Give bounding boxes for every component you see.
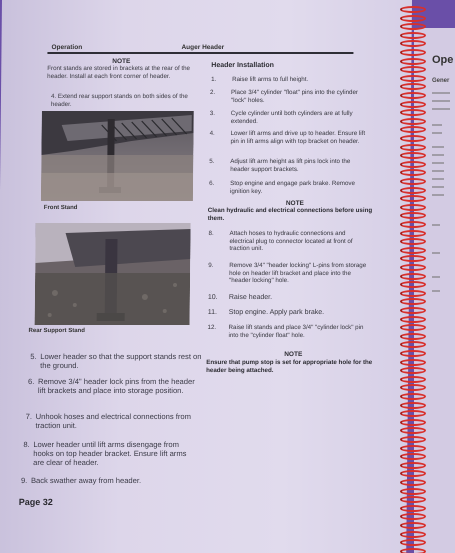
- page-header-left: Operation: [51, 44, 83, 51]
- spiral-coil: [400, 402, 426, 409]
- spiral-coil: [400, 221, 426, 228]
- spiral-coil: [400, 109, 426, 116]
- install-note-1-title: NOTE: [285, 200, 304, 207]
- step-number: 12.: [207, 324, 217, 331]
- facing-text-line: [432, 100, 450, 102]
- figure-caption-front-stand: Front Stand: [43, 205, 78, 211]
- step-number: 4.: [209, 130, 215, 137]
- spiral-coil: [400, 298, 426, 305]
- install-note-2-text: Ensure that pump stop is set for appropriate hole for the header being attached.: [206, 359, 373, 374]
- spiral-coil: [400, 548, 426, 553]
- spiral-coil: [400, 75, 426, 82]
- spiral-coil: [400, 350, 426, 357]
- step-number: 7.: [25, 412, 33, 421]
- spiral-coil: [400, 462, 426, 469]
- spiral-coil: [400, 101, 426, 108]
- step-number: 6.: [27, 377, 35, 386]
- facing-text-line: [432, 108, 450, 110]
- spiral-coil: [400, 66, 426, 73]
- spiral-coil: [400, 204, 426, 211]
- spiral-coil: [400, 238, 426, 245]
- step-number: 10.: [207, 294, 218, 301]
- spiral-coil: [400, 384, 426, 391]
- facing-text-line: [432, 124, 442, 126]
- facing-text-line: [432, 154, 444, 156]
- spiral-coil: [400, 324, 426, 331]
- header-rule: [47, 52, 353, 54]
- rear-support-stand-photo: [35, 223, 191, 325]
- figure-caption-rear-support-stand: Rear Support Stand: [28, 328, 85, 334]
- spiral-coil: [400, 316, 426, 323]
- facing-text-line: [432, 252, 440, 254]
- step-number: 9.: [20, 476, 28, 485]
- spiral-coil: [400, 273, 426, 280]
- spiral-coil: [400, 144, 426, 151]
- facing-page-subtitle: Gener: [432, 78, 450, 84]
- front-stand-photo: [41, 111, 194, 201]
- step-number: 5.: [30, 352, 37, 361]
- spiral-coil: [400, 522, 426, 529]
- step-text: Stop engine. Apply park brake.: [228, 309, 325, 316]
- step-text: Raise header.: [228, 294, 273, 301]
- spiral-coil: [400, 333, 426, 340]
- step-number: 3.: [209, 110, 216, 117]
- spiral-coil: [400, 376, 426, 383]
- step-number: 2.: [209, 89, 216, 96]
- step-text: Back swather away from header.: [30, 476, 142, 485]
- facing-text-line: [432, 290, 440, 292]
- spiral-coil: [400, 419, 426, 426]
- spiral-coil: [400, 513, 426, 520]
- step-number: 8.: [208, 230, 214, 237]
- step-text: Remove 3/4" "header locking" L-pins from storage hole on header lift bracket and place into the "header locking" hole.: [229, 262, 367, 285]
- step-number: 9.: [208, 262, 214, 269]
- spiral-coil: [400, 290, 426, 297]
- spiral-coil: [400, 427, 426, 434]
- facing-text-line: [432, 92, 450, 94]
- spiral-coil: [400, 187, 426, 194]
- spiral-coil: [400, 436, 426, 443]
- spiral-coil: [400, 531, 426, 538]
- left-note-text: Front stands are stored in brackets at the rear of the header. Install at each front corner of header.: [47, 65, 191, 80]
- spiral-coil: [400, 393, 426, 400]
- step-text: Lower header so that the support stands rest on the ground.: [40, 352, 202, 370]
- spiral-coil: [400, 410, 426, 417]
- step-text: Place 3/4" cylinder "float" pins into the cylinder "lock" holes.: [230, 89, 359, 104]
- spiral-coil: [400, 488, 426, 495]
- spiral-coil: [400, 49, 426, 56]
- step-number: 1.: [211, 76, 217, 83]
- spiral-coil: [400, 178, 426, 185]
- step-number: 5.: [209, 158, 215, 165]
- step-number: 8.: [23, 440, 30, 449]
- spiral-coil: [400, 247, 426, 254]
- step-number: 6.: [209, 180, 215, 187]
- spiral-coil: [400, 212, 426, 219]
- spiral-coil: [400, 230, 426, 237]
- step-text: Attach hoses to hydraulic connections and electrical plug to connector located at front of traction unit.: [229, 230, 353, 253]
- spiral-coil: [400, 255, 426, 262]
- spiral-coil: [400, 161, 426, 168]
- step-text: Stop engine and engage park brake. Remove ignition key.: [229, 180, 355, 195]
- step-number: 11.: [207, 309, 217, 316]
- spiral-coil: [400, 470, 426, 477]
- step-text: Unhook hoses and electrical connections from traction unit.: [35, 412, 192, 430]
- spiral-coil: [400, 453, 426, 460]
- facing-text-line: [432, 162, 444, 164]
- spiral-coil: [400, 264, 426, 271]
- install-note-2-title: NOTE: [284, 351, 303, 358]
- spiral-coil: [400, 445, 426, 452]
- facing-text-line: [432, 170, 444, 172]
- spiral-coil: [400, 281, 426, 288]
- page-header-right: Auger Header: [181, 44, 225, 51]
- section-title: Header Installation: [211, 62, 274, 69]
- step-text: Adjust lift arm height as lift pins lock into the header support brackets.: [230, 158, 351, 173]
- spiral-coil: [400, 6, 426, 13]
- facing-text-line: [432, 132, 442, 134]
- spiral-coil: [400, 367, 426, 374]
- spiral-coil: [400, 341, 426, 348]
- spiral-coil: [400, 32, 426, 39]
- facing-text-line: [432, 186, 444, 188]
- spiral-coil: [400, 169, 426, 176]
- spiral-coil: [400, 58, 426, 65]
- facing-page-title: Ope: [432, 54, 454, 66]
- facing-text-line: [432, 178, 444, 180]
- spiral-binding: [400, 0, 426, 553]
- step-text: Remove 3/4" header lock pins from the header lift brackets and place into storage position.: [37, 377, 195, 395]
- spiral-coil: [400, 359, 426, 366]
- spiral-coil: [400, 15, 426, 22]
- facing-text-line: [432, 194, 444, 196]
- spiral-coil: [400, 195, 426, 202]
- left-note-title: NOTE: [112, 58, 131, 65]
- spiral-coil: [400, 83, 426, 90]
- spiral-coil: [400, 479, 426, 486]
- spiral-coil: [400, 40, 426, 47]
- step-text: Lower lift arms and drive up to header. Ensure lift pin in lift arms align with top bracket on header.: [230, 130, 366, 145]
- step-text: Raise lift stands and place 3/4" "cylinder lock" pin into the "cylinder float" hole.: [228, 324, 364, 339]
- spiral-coil: [400, 496, 426, 503]
- step-4-left: 4. Extend rear support stands on both sides of the header.: [50, 93, 188, 108]
- spiral-coil: [400, 118, 426, 125]
- facing-text-line: [432, 146, 444, 148]
- spiral-coil: [400, 152, 426, 159]
- spiral-coil: [400, 307, 426, 314]
- step-text: Raise lift arms to full height.: [232, 76, 309, 83]
- facing-text-line: [432, 276, 440, 278]
- spiral-coil: [400, 92, 426, 99]
- facing-text-line: [432, 224, 440, 226]
- spiral-coil: [400, 505, 426, 512]
- spiral-coil: [400, 23, 426, 30]
- spiral-coil: [400, 539, 426, 546]
- spiral-coil: [400, 135, 426, 142]
- page-number: Page 32: [18, 497, 53, 507]
- spiral-coil: [400, 126, 426, 133]
- step-text: Lower header until lift arms disengage from hooks on top header bracket. Ensure lift arms are clear of header.: [33, 440, 187, 467]
- step-text: Cycle cylinder until both cylinders are at fully extended.: [230, 110, 353, 125]
- install-note-1-text: Clean hydraulic and electrical connections before using them.: [207, 207, 373, 222]
